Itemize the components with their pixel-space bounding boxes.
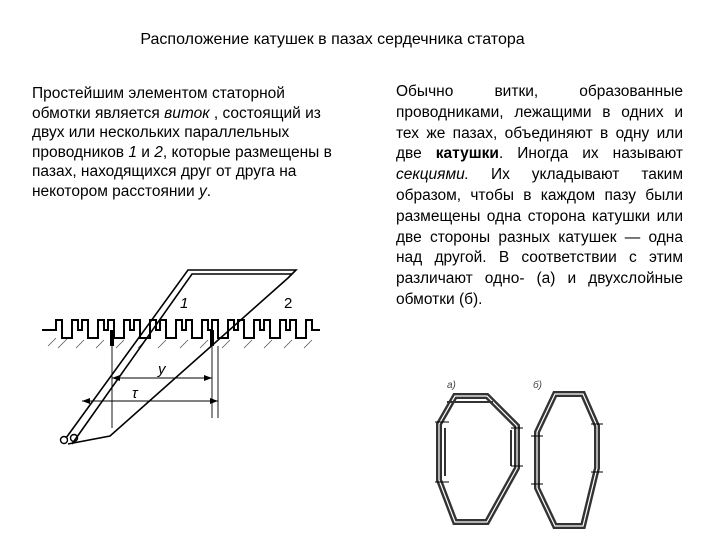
label-2: 2 [284, 295, 293, 312]
label-1: 1 [180, 295, 189, 312]
label-b: б) [533, 380, 542, 391]
coil-illustrations [425, 376, 610, 536]
conductor-1 [110, 330, 114, 346]
label-a: а) [447, 380, 456, 391]
label-tau: τ [132, 385, 138, 402]
right-paragraph: Обычно витки, образованные проводниками, лежащими в одних и тех же пазах, объединяют в одну или две катушки. Иногда их называют секциями. Их укладывают таким образом, чтобы в каждом пазу были размещены одна сторона катушки или две стороны разных катушек — одна над другой. В соответствии с этим различают одно- (а) и двухслойные обмотки (б). [396, 83, 683, 308]
left-paragraph: Простейшим элементом статорной обмотки является виток , состоящий из двух или нескольких параллельных проводников 1 и 2, которые размещены в пазах, находящихся друг от друга на некотором расстоянии у. [32, 85, 332, 200]
label-y: у [158, 361, 166, 378]
single-layer-coil [439, 396, 517, 522]
stator-slot-diagram [38, 258, 338, 453]
terminal-1 [61, 437, 68, 444]
page-title: Расположение катушек в пазах сердечника статора [140, 31, 525, 48]
slot-profile [42, 320, 320, 338]
core-hatching [48, 338, 312, 348]
double-layer-coil [537, 394, 597, 526]
